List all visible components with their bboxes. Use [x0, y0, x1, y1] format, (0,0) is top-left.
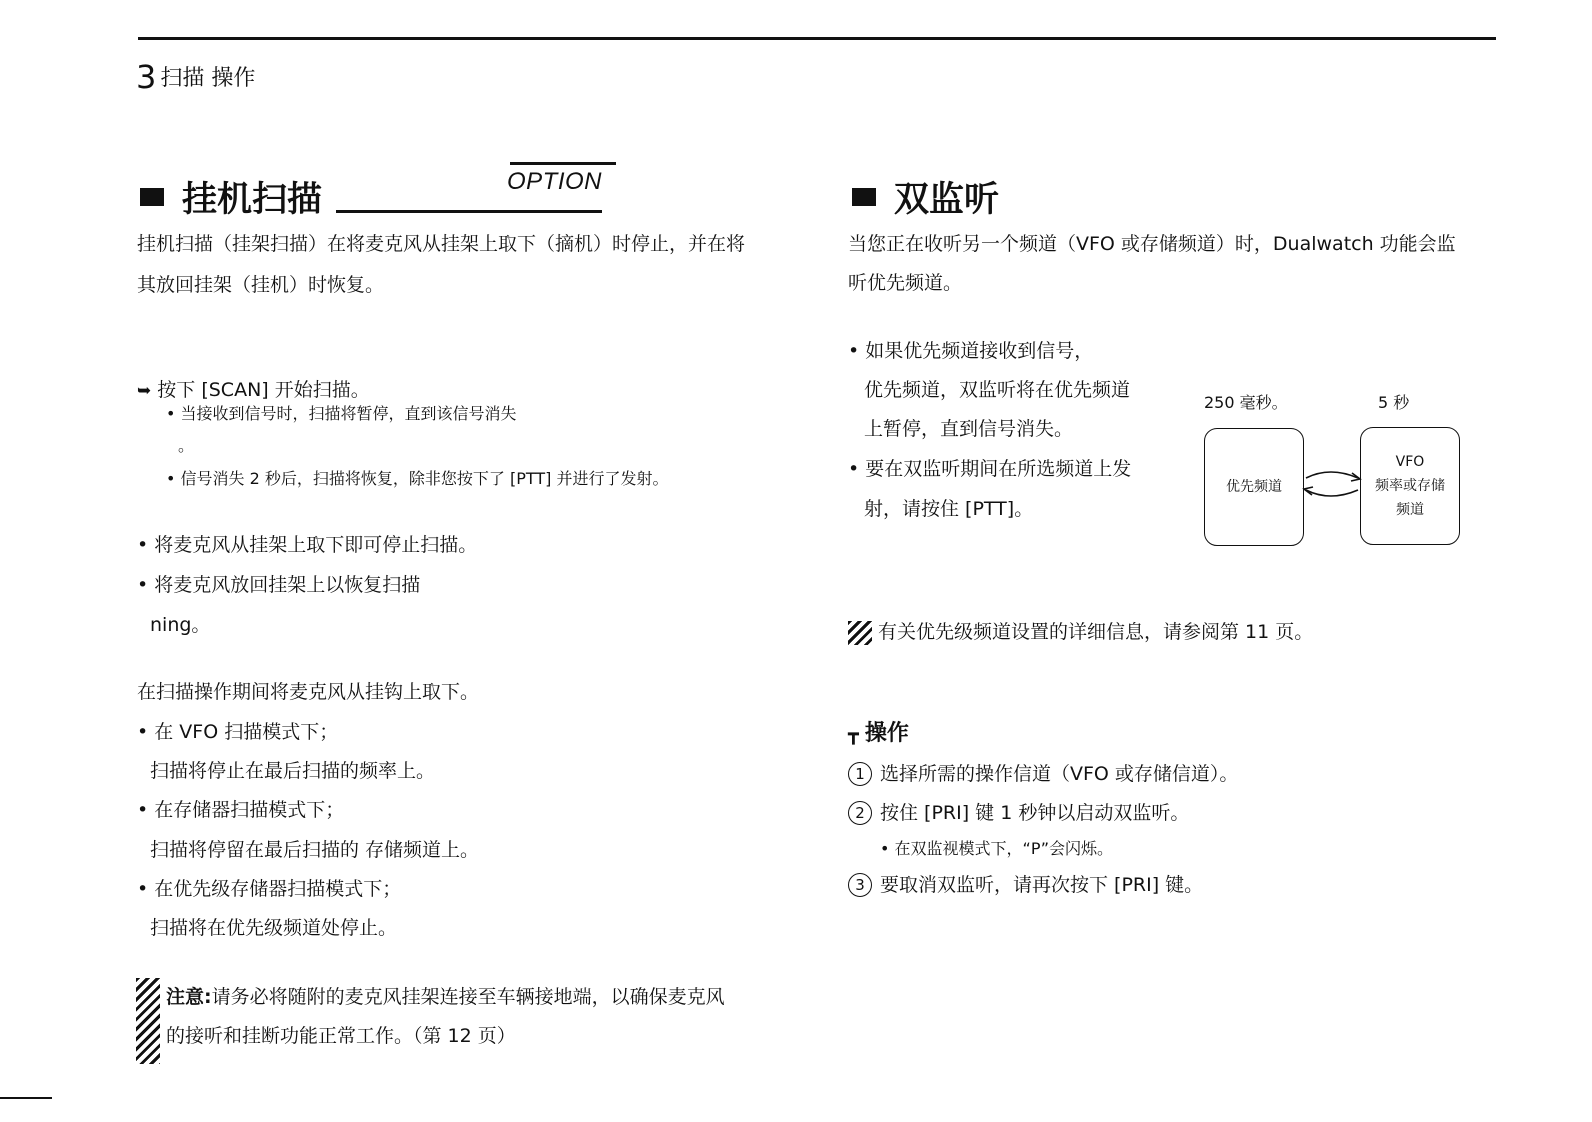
memory-result: 扫描将停留在最后扫描的 存储频道上。: [150, 839, 480, 861]
dw-bullet-1-line-3: 上暂停，直到信号消失。: [864, 418, 1074, 440]
square-bullet-icon: [140, 188, 164, 206]
chapter-number: 3: [136, 58, 157, 96]
step-text: 按下 [SCAN] 开始扫描。: [157, 379, 370, 401]
section-title-dualwatch: [852, 172, 999, 222]
dw-bullet-1-line-2: 优先频道，双监听将在优先频道: [864, 379, 1131, 401]
diagram-time-left: 250 毫秒。: [1204, 393, 1288, 412]
vfo-result: 扫描将停止在最后扫描的频率上。: [150, 760, 436, 782]
sub-bullet-2: • 信号消失 2 秒后，扫描将恢复，除非您按下了 [PTT] 并进行了发射。: [166, 469, 669, 488]
priority-result: 扫描将在优先级频道处停止。: [150, 917, 398, 939]
option-overline: [510, 162, 616, 165]
step-2-text: 按住 [PRI] 键 1 秒钟以启动双监听。: [880, 802, 1190, 824]
priority-channel-box: [1204, 428, 1304, 546]
bullet-return-mic: • 将麦克风放回挂架上以恢复扫描: [137, 574, 421, 596]
caution-hatch-icon: [136, 978, 160, 1064]
reference-note: 有关优先级频道设置的详细信息，请参阅第 11 页。: [878, 621, 1314, 643]
para-during-scan: 在扫描操作期间将麦克风从挂钩上取下。: [137, 681, 480, 703]
dw-intro-line-2: 听优先频道。: [848, 272, 963, 294]
bullet-priority-mode: • 在优先级存储器扫描模式下；: [137, 878, 402, 900]
dw-intro-line-1: 当您正在收听另一个频道（VFO 或存储频道）时，Dualwatch 功能会监: [848, 233, 1456, 255]
step-3-number: 3: [848, 873, 872, 897]
step-3-text: 要取消双监听，请再次按下 [PRI] 键。: [880, 874, 1204, 896]
bullet-return-mic-cont: ning。: [150, 614, 211, 636]
caution-note-line-2: 的接听和挂断功能正常工作。（第 12 页）: [166, 1025, 516, 1047]
option-label: OPTION: [507, 168, 603, 195]
intro-line-2: 其放回挂架（挂机）时恢复。: [137, 274, 385, 296]
reference-hatch-icon: [848, 621, 872, 645]
step-arrow-icon: ➥: [137, 381, 152, 401]
channel-label: 频道: [1396, 502, 1424, 518]
operation-icon: ┳: [848, 724, 859, 745]
caution-text-1: 请务必将随附的麦克风挂架连接至车辆接地端，以确保麦克风: [211, 986, 725, 1008]
diagram-time-right: 5 秒: [1378, 393, 1410, 412]
op-step-1: [848, 759, 1238, 786]
op-step-2: [848, 798, 1189, 825]
dw-bullet-2-line-1: • 要在双监听期间在所选频道上发: [848, 458, 1132, 480]
top-rule: [138, 37, 1496, 40]
step-2-number: 2: [848, 801, 872, 825]
bottom-rule: [0, 1097, 52, 1099]
caution-note-line-1: [166, 982, 725, 1009]
dw-bullet-2-line-2: 射，请按住 [PTT]。: [864, 498, 1034, 520]
intro-line-1: 挂机扫描（挂架扫描）在将麦克风从挂架上取下（摘机）时停止，并在将: [137, 233, 746, 255]
operation-heading: [848, 716, 909, 747]
bullet-memory-mode: • 在存储器扫描模式下；: [137, 799, 345, 821]
priority-channel-label: 优先频道: [1226, 479, 1282, 495]
scan-step: [137, 375, 370, 402]
chapter-header: [136, 58, 255, 96]
step-1-number: 1: [848, 762, 872, 786]
title-underline: [336, 210, 602, 213]
vfo-label: VFO: [1395, 454, 1425, 470]
bullet-remove-mic: • 将麦克风从挂架上取下即可停止扫描。: [137, 534, 478, 556]
caution-label: 注意:: [166, 986, 212, 1008]
section-title-text: 双监听: [894, 180, 1000, 220]
dw-bullet-1-line-1: • 如果优先频道接收到信号，: [848, 340, 1094, 362]
square-bullet-icon: [852, 188, 876, 206]
op-step-3: [848, 870, 1203, 897]
swap-arrows-icon: [1300, 464, 1364, 504]
vfo-memory-box: [1360, 427, 1460, 545]
sub-bullet-1-cont: 。: [178, 436, 195, 455]
section-title-hook-scan: [140, 172, 322, 222]
section-title-text: 挂机扫描: [182, 180, 323, 220]
operation-title: 操作: [864, 721, 909, 746]
chapter-title: 扫描 操作: [160, 66, 256, 91]
bullet-vfo-mode: • 在 VFO 扫描模式下；: [137, 721, 339, 743]
freq-memory-label: 频率或存储: [1375, 478, 1445, 494]
sub-bullet-1: • 当接收到信号时，扫描将暂停，直到该信号消失: [166, 404, 517, 423]
op-step-2-sub: • 在双监视模式下，“P”会闪烁。: [880, 839, 1114, 858]
step-1-text: 选择所需的操作信道（VFO 或存储信道）。: [880, 763, 1239, 785]
